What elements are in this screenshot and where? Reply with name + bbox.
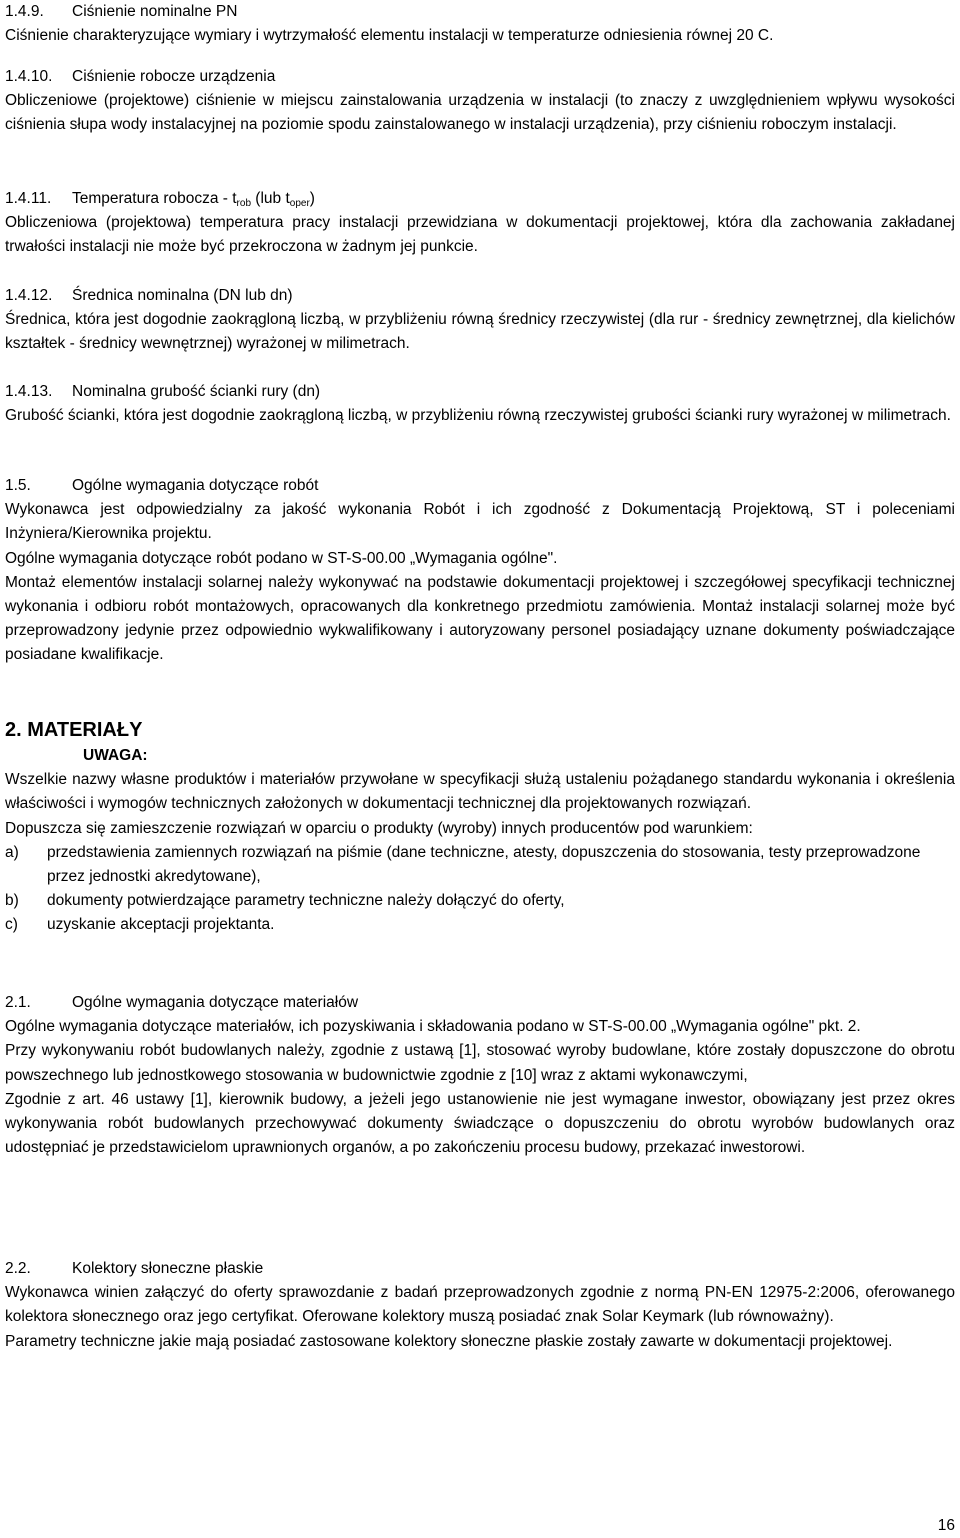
section-1-4-10	[5, 65, 955, 138]
section-title: Ogólne wymagania dotyczące materiałów	[72, 994, 359, 1011]
title-part: (lub t	[251, 190, 290, 207]
section-number: 1.4.9.	[5, 3, 44, 20]
section-number: 1.4.10.	[5, 68, 53, 85]
section-1-4-9	[5, 0, 955, 48]
list-item-text: uzyskanie akceptacji projektanta.	[47, 916, 275, 934]
paragraph: Wykonawca winien załączyć do oferty sprawozdanie z badań przeprowadzonych zgodnie z normą PN-EN 12975-2:2006, oferowanego kolektora słonecznego oraz jego certyfikat. Oferowane kolektory muszą posiadać znak Solar Keymark (lub równoważny).	[5, 1284, 955, 1326]
paragraph: Obliczeniowe (projektowe) ciśnienie w miejscu zainstalowania urządzenia w instalacji (to znaczy z uwzględnieniem wpływu wysokości ciśnienia słupa wody instalacyjnej na poziomie spodu zainstalowanego w instalacji urządzenia), przy ciśnieniu roboczym instalacji.	[5, 92, 955, 134]
section-1-5	[5, 474, 955, 668]
section-1-4-11	[5, 187, 955, 260]
section-2-2	[5, 1257, 955, 1354]
paragraph: Ciśnienie charakteryzujące wymiary i wytrzymałość elementu instalacji w temperaturze odniesienia równej 20 C.	[5, 27, 774, 45]
section-number: 1.4.12.	[5, 287, 53, 304]
section-2-1	[5, 991, 955, 1160]
section-1-4-12	[5, 284, 955, 357]
paragraph: Średnica, która jest dogodnie zaokrągloną liczbą, w przybliżeniu równą średnicy rzeczywistej (dla rur - średnicy zewnętrznej, dla kielichów kształtek - średnicy wewnętrznej) wyrażonej w milimetrach.	[5, 311, 955, 353]
section-1-4-13	[5, 380, 955, 428]
paragraph: Dopuszcza się zamieszczenie rozwiązań w oparciu o produkty (wyroby) innych producentów pod warunkiem:	[5, 819, 753, 837]
paragraph: Wykonawca jest odpowiedzialny za jakość wykonania Robót i ich zgodność z Dokumentacją Projektową, ST i poleceniami Inżyniera/Kierownika projektu.	[5, 501, 955, 543]
list-item-text: przedstawienia zamiennych rozwiązań na piśmie (dane techniczne, atesty, dopuszczenia do stosowania, testy przeprowadzone przez jednostki akredytowane),	[47, 843, 921, 886]
paragraph: Ogólne wymagania dotyczące robót podano w ST-S-00.00 „Wymagania ogólne".	[5, 549, 558, 567]
section-title: Średnica nominalna (DN lub dn)	[72, 287, 293, 304]
section-number: 1.5.	[5, 477, 31, 494]
chapter-2	[5, 717, 955, 938]
list-item	[5, 841, 955, 889]
paragraph: Montaż elementów instalacji solarnej należy wykonywać na podstawie dokumentacji projektowej i szczegółowej specyfikacji technicznej wykonania i odbioru robót montażowych, opracowanych dla konkretnego przedmiotu zamówienia. Montaż instalacji solarnej może być przeprowadzony jedynie przez odpowiednio wykwalifikowany i autoryzowany personel posiadający uznane dokumenty poświadczające posiadane kwalifikacje.	[5, 573, 955, 664]
section-number: 2.1.	[5, 994, 31, 1011]
note-label: UWAGA:	[83, 747, 148, 764]
paragraph: Wszelkie nazwy własne produktów i materiałów przywołane w specyfikacji służą ustaleniu pożądanego standardu wykonania i określenia właściwości i wymogów technicznych założonych w dokumentacji technicznej dla projektowanych rozwiązań.	[5, 771, 955, 813]
paragraph: Przy wykonywaniu robót budowlanych należy, zgodnie z ustawą [1], stosować wyroby budowlane, które zostały dopuszczone do obrotu powszechnego lub jednostkowego stosowania w budownictwie zgodnie z [10] wraz z aktami wykonawczymi,	[5, 1042, 955, 1084]
section-title: Nominalna grubość ścianki rury (dn)	[72, 383, 321, 400]
list-item	[5, 889, 955, 913]
chapter-title: 2. MATERIAŁY	[5, 719, 143, 741]
section-heading	[5, 991, 955, 1015]
list-item	[5, 913, 955, 937]
subscript: oper	[289, 198, 310, 209]
section-heading	[5, 380, 955, 404]
title-part: Temperatura robocza - t	[72, 190, 237, 207]
section-heading	[5, 65, 955, 89]
title-part: )	[309, 190, 315, 207]
section-number: 1.4.13.	[5, 383, 53, 400]
paragraph: Ogólne wymagania dotyczące materiałów, ich pozyskiwania i składowania podano w ST-S-00.00 „Wymagania ogólne" pkt. 2.	[5, 1018, 861, 1036]
paragraph: Grubość ścianki, która jest dogodnie zaokrągloną liczbą, w przybliżeniu równą rzeczywistej grubości ścianki rury wyrażonej w milimetrach.	[5, 407, 951, 425]
section-title: Ogólne wymagania dotyczące robót	[72, 477, 319, 494]
section-title	[72, 190, 315, 207]
paragraph: Zgodnie z art. 46 ustawy [1], kierownik budowy, a jeżeli jego ustanowienie nie jest wymagane inwestor, obowiązany jest przez okres wykonywania robót budowlanych przechowywać dokumenty świadczące o dopuszczeniu do obrotu wyrobów budowlanych oraz udostępniać je przedstawicielom uprawnionych organów, a po zakończeniu procesu budowy, przekazać inwestorowi.	[5, 1090, 955, 1157]
subscript: rob	[236, 198, 251, 209]
section-number: 2.2.	[5, 1260, 31, 1277]
paragraph: Parametry techniczne jakie mają posiadać zastosowane kolektory słoneczne płaskie zostały zawarte w dokumentacji projektowej.	[5, 1332, 893, 1350]
section-heading	[5, 474, 955, 498]
list-item-label: c)	[5, 916, 18, 934]
page-number: 16	[937, 1517, 955, 1534]
section-title: Ciśnienie nominalne PN	[72, 3, 238, 20]
section-title: Kolektory słoneczne płaskie	[72, 1260, 264, 1277]
section-heading	[5, 187, 955, 211]
list-item-label: b)	[5, 892, 19, 910]
section-heading	[5, 1257, 955, 1281]
list-item-text: dokumenty potwierdzające parametry techniczne należy dołączyć do oferty,	[47, 892, 565, 910]
section-heading	[5, 0, 955, 24]
section-heading	[5, 284, 955, 308]
section-number: 1.4.11.	[5, 190, 52, 207]
section-title: Ciśnienie robocze urządzenia	[72, 68, 276, 85]
paragraph: Obliczeniowa (projektowa) temperatura pracy instalacji przewidziana w dokumentacji projektowej, która dla zachowania zakładanej trwałości instalacji nie może być przekroczona w żadnym jej punkcie.	[5, 214, 955, 256]
list-item-label: a)	[5, 843, 19, 861]
